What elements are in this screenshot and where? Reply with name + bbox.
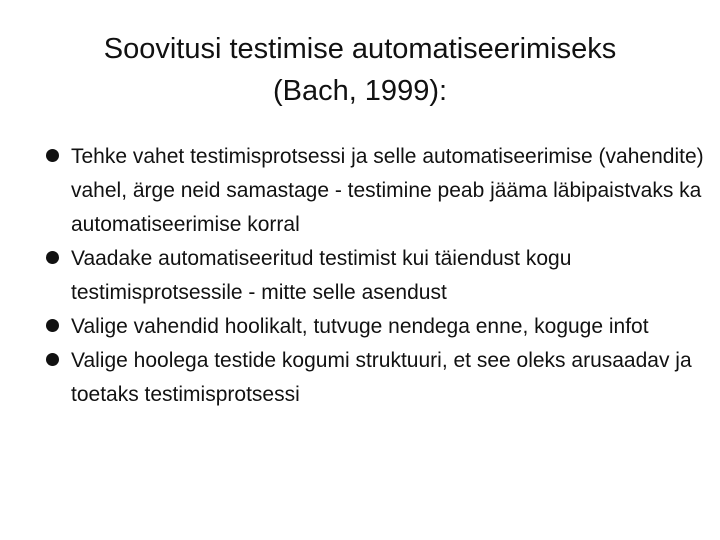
bullet-dot-icon	[46, 319, 59, 332]
bullet-text: Tehke vahet testimisprotsessi ja selle automatiseerimise (vahendite) vahel, ärge neid samastage - testimine peab jääma läbipaistvaks ka automatiseerimise korral	[71, 145, 704, 236]
bullet-item	[44, 140, 704, 242]
bullet-text: Vaadake automatiseeritud testimist kui täiendust kogu testimisprotsessile - mitte selle asendust	[71, 247, 572, 304]
bullet-list	[44, 140, 704, 412]
slide-title-line-1: Soovitusi testimise automatiseerimiseks	[103, 33, 617, 65]
bullet-dot-icon	[46, 149, 59, 162]
bullet-dot-icon	[46, 251, 59, 264]
bullet-item	[44, 242, 704, 310]
slide-title	[40, 28, 680, 112]
bullet-dot-icon	[46, 353, 59, 366]
bullet-item	[44, 344, 704, 412]
bullet-text: Valige hoolega testide kogumi struktuuri, et see oleks arusaadav ja toetaks testimisprotsessi	[71, 349, 692, 406]
slide-title-line-2: (Bach, 1999):	[272, 75, 448, 107]
bullet-text: Valige vahendid hoolikalt, tutvuge nendega enne, koguge infot	[71, 315, 649, 338]
bullet-item	[44, 310, 704, 344]
